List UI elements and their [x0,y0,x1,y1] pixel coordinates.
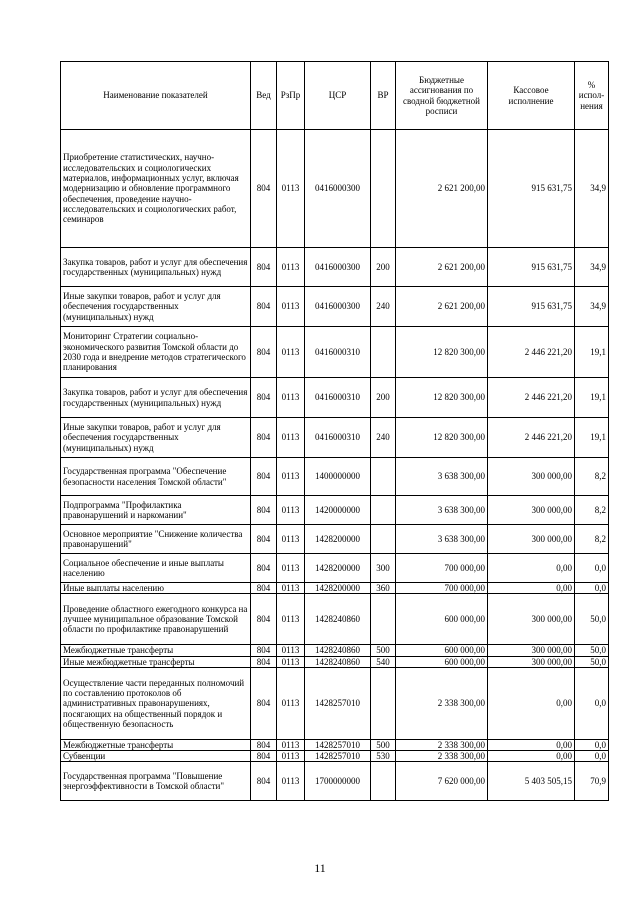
cell-csr: 0416000300 [305,130,371,248]
cell-rzpr: 0113 [277,248,305,287]
cell-csr: 1428240860 [305,645,371,656]
cell-cash: 300 000,00 [488,458,575,496]
cell-name: Иные выплаты населению [61,583,251,594]
cell-csr: 1428240860 [305,656,371,667]
cell-percent: 50,0 [575,645,609,656]
cell-name: Проведение областного ежегодного конкурса на лучшее муниципальное образование Томской области по профилактике правонарушений [61,594,251,645]
cell-cash: 0,00 [488,739,575,750]
cell-cash: 0,00 [488,667,575,739]
cell-csr: 1428240860 [305,594,371,645]
table-row [61,554,609,583]
cell-budget: 2 338 300,00 [396,739,488,750]
cell-vr: 200 [371,248,396,287]
header-ved: Вед [251,62,277,130]
cell-name: Субвенции [61,751,251,762]
cell-percent: 50,0 [575,594,609,645]
cell-vr [371,458,396,496]
cell-budget: 600 000,00 [396,645,488,656]
cell-cash: 0,00 [488,583,575,594]
cell-vr: 500 [371,739,396,750]
header-vr: ВР [371,62,396,130]
cell-rzpr: 0113 [277,594,305,645]
cell-ved: 804 [251,248,277,287]
cell-ved: 804 [251,645,277,656]
cell-vr: 360 [371,583,396,594]
cell-ved: 804 [251,554,277,583]
cell-ved: 804 [251,287,277,327]
cell-name: Приобретение статистических, научно-исследовательских и социологических материалов, информационных услуг, включая модернизацию и обновление программного обеспечения, проведение научно-исследовательских и социологических работ, семинаров [61,130,251,248]
cell-vr [371,327,396,378]
cell-rzpr: 0113 [277,656,305,667]
cell-ved: 804 [251,378,277,418]
cell-percent: 0,0 [575,751,609,762]
header-budget: Бюджетные ассигнования по сводной бюджетной росписи [396,62,488,130]
table-row [61,287,609,327]
cell-vr [371,594,396,645]
cell-cash: 300 000,00 [488,645,575,656]
table-row [61,458,609,496]
cell-cash: 2 446 221,20 [488,418,575,458]
cell-ved: 804 [251,583,277,594]
cell-percent: 70,9 [575,762,609,801]
cell-name: Межбюджетные трансферты [61,645,251,656]
cell-budget: 7 620 000,00 [396,762,488,801]
cell-rzpr: 0113 [277,667,305,739]
cell-cash: 300 000,00 [488,496,575,525]
cell-rzpr: 0113 [277,554,305,583]
cell-csr: 1400000000 [305,458,371,496]
cell-budget: 2 621 200,00 [396,287,488,327]
cell-cash: 2 446 221,20 [488,327,575,378]
cell-csr: 0416000310 [305,418,371,458]
cell-budget: 600 000,00 [396,656,488,667]
cell-name: Мониторинг Стратегии социально-экономического развития Томской области до 2030 года и внедрение методов стратегического планирования [61,327,251,378]
cell-rzpr: 0113 [277,130,305,248]
cell-budget: 12 820 300,00 [396,378,488,418]
cell-name: Подпрограмма "Профилактика правонарушений и наркомании" [61,496,251,525]
cell-ved: 804 [251,327,277,378]
cell-budget: 12 820 300,00 [396,418,488,458]
cell-percent: 50,0 [575,656,609,667]
cell-rzpr: 0113 [277,378,305,418]
table-row [61,751,609,762]
cell-percent: 0,0 [575,739,609,750]
table-row [61,418,609,458]
cell-percent: 34,9 [575,287,609,327]
cell-percent: 8,2 [575,525,609,554]
cell-ved: 804 [251,496,277,525]
cell-name: Государственная программа "Повышение энергоэффективности в Томской области" [61,762,251,801]
cell-budget: 3 638 300,00 [396,458,488,496]
cell-budget: 2 338 300,00 [396,667,488,739]
budget-execution-table [60,61,609,801]
table-row [61,130,609,248]
cell-budget: 2 621 200,00 [396,130,488,248]
cell-ved: 804 [251,594,277,645]
table-row [61,525,609,554]
cell-vr [371,525,396,554]
cell-rzpr: 0113 [277,583,305,594]
cell-vr [371,667,396,739]
cell-budget: 3 638 300,00 [396,496,488,525]
cell-cash: 300 000,00 [488,525,575,554]
cell-ved: 804 [251,525,277,554]
cell-percent: 19,1 [575,327,609,378]
cell-vr: 540 [371,656,396,667]
cell-name: Государственная программа "Обеспечение безопасности населения Томской области" [61,458,251,496]
cell-name: Основное мероприятие "Снижение количества правонарушений" [61,525,251,554]
table-row [61,327,609,378]
cell-csr: 1428257010 [305,667,371,739]
cell-rzpr: 0113 [277,525,305,554]
page-number: 11 [314,861,326,875]
cell-name: Иные межбюджетные трансферты [61,656,251,667]
table-row [61,656,609,667]
cell-budget: 700 000,00 [396,583,488,594]
cell-ved: 804 [251,458,277,496]
table-row [61,378,609,418]
cell-vr: 200 [371,378,396,418]
cell-csr: 1420000000 [305,496,371,525]
table-row [61,645,609,656]
header-csr: ЦСР [305,62,371,130]
cell-csr: 1428257010 [305,751,371,762]
table-row [61,667,609,739]
cell-percent: 19,1 [575,378,609,418]
cell-percent: 0,0 [575,667,609,739]
cell-vr: 530 [371,751,396,762]
cell-csr: 0416000310 [305,378,371,418]
cell-name: Закупка товаров, работ и услуг для обеспечения государственных (муниципальных) нужд [61,378,251,418]
cell-vr [371,762,396,801]
cell-vr: 240 [371,287,396,327]
cell-cash: 915 631,75 [488,130,575,248]
cell-name: Иные закупки товаров, работ и услуг для обеспечения государственных (муниципальных) нужд [61,418,251,458]
table-row [61,583,609,594]
cell-name: Иные закупки товаров, работ и услуг для обеспечения государственных (муниципальных) нужд [61,287,251,327]
cell-cash: 2 446 221,20 [488,378,575,418]
cell-cash: 5 403 505,15 [488,762,575,801]
header-percent: % испол-нения [575,62,609,130]
cell-name: Межбюджетные трансферты [61,739,251,750]
cell-name: Закупка товаров, работ и услуг для обеспечения государственных (муниципальных) нужд [61,248,251,287]
table-row [61,739,609,750]
cell-budget: 600 000,00 [396,594,488,645]
cell-percent: 19,1 [575,418,609,458]
cell-vr [371,130,396,248]
header-rzpr: РзПр [277,62,305,130]
cell-vr: 240 [371,418,396,458]
cell-vr: 500 [371,645,396,656]
cell-csr: 1428200000 [305,554,371,583]
cell-ved: 804 [251,751,277,762]
cell-rzpr: 0113 [277,762,305,801]
cell-vr [371,496,396,525]
cell-percent: 0,0 [575,583,609,594]
cell-ved: 804 [251,667,277,739]
cell-percent: 34,9 [575,130,609,248]
cell-rzpr: 0113 [277,458,305,496]
table-row [61,248,609,287]
cell-csr: 0416000300 [305,248,371,287]
cell-rzpr: 0113 [277,496,305,525]
cell-cash: 915 631,75 [488,287,575,327]
table-header-row [61,62,609,130]
cell-percent: 0,0 [575,554,609,583]
cell-csr: 1700000000 [305,762,371,801]
cell-rzpr: 0113 [277,327,305,378]
cell-ved: 804 [251,656,277,667]
cell-cash: 300 000,00 [488,656,575,667]
cell-percent: 8,2 [575,458,609,496]
cell-vr: 300 [371,554,396,583]
cell-budget: 2 338 300,00 [396,751,488,762]
cell-rzpr: 0113 [277,287,305,327]
cell-rzpr: 0113 [277,739,305,750]
cell-name: Осуществление части переданных полномочий по составлению протоколов об административных правонарушениях, посягающих на общественный порядок и общественную безопасность [61,667,251,739]
cell-csr: 0416000310 [305,327,371,378]
header-cash: Кассовое исполнение [488,62,575,130]
cell-name: Социальное обеспечение и иные выплаты населению [61,554,251,583]
cell-budget: 12 820 300,00 [396,327,488,378]
cell-ved: 804 [251,762,277,801]
header-name: Наименование показателей [61,62,251,130]
cell-rzpr: 0113 [277,751,305,762]
cell-percent: 8,2 [575,496,609,525]
cell-budget: 700 000,00 [396,554,488,583]
cell-cash: 915 631,75 [488,248,575,287]
cell-csr: 1428257010 [305,739,371,750]
cell-cash: 0,00 [488,554,575,583]
table-row [61,496,609,525]
cell-csr: 1428200000 [305,583,371,594]
cell-ved: 804 [251,739,277,750]
cell-cash: 300 000,00 [488,594,575,645]
cell-cash: 0,00 [488,751,575,762]
table-row [61,594,609,645]
cell-csr: 1428200000 [305,525,371,554]
cell-ved: 804 [251,130,277,248]
cell-rzpr: 0113 [277,645,305,656]
cell-percent: 34,9 [575,248,609,287]
cell-budget: 2 621 200,00 [396,248,488,287]
cell-ved: 804 [251,418,277,458]
cell-budget: 3 638 300,00 [396,525,488,554]
cell-csr: 0416000300 [305,287,371,327]
cell-rzpr: 0113 [277,418,305,458]
table-row [61,762,609,801]
